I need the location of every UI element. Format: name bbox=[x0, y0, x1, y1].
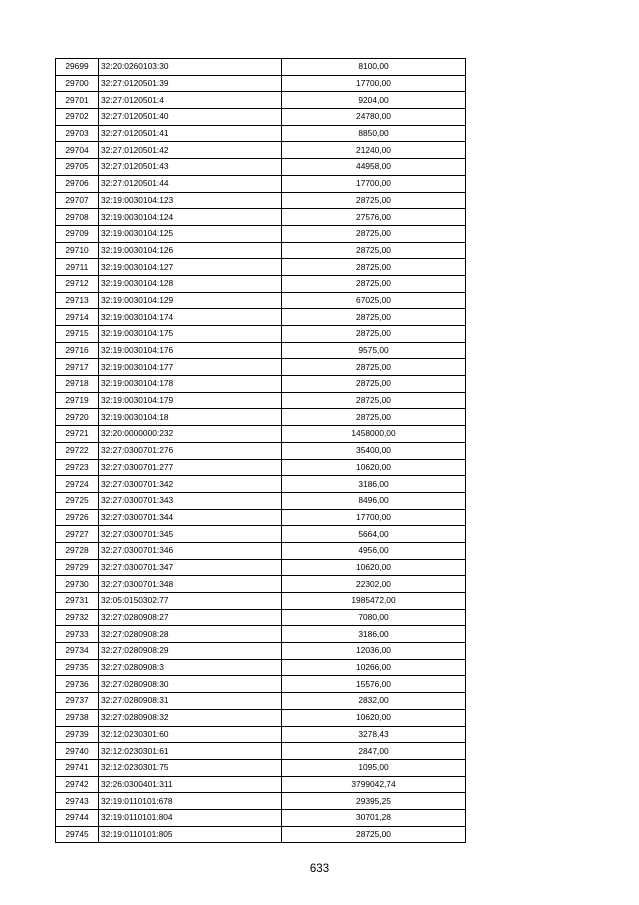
table-row bbox=[56, 809, 466, 826]
table-row bbox=[56, 676, 466, 693]
value-cell: 67025,00 bbox=[282, 292, 466, 309]
value-cell: 15576,00 bbox=[282, 676, 466, 693]
row-number-cell: 29713 bbox=[56, 292, 99, 309]
cadastral-number-cell: 32:27:0120501:39 bbox=[99, 75, 282, 92]
table-row bbox=[56, 309, 466, 326]
cadastral-number-cell: 32:27:0120501:41 bbox=[99, 125, 282, 142]
row-number-cell: 29734 bbox=[56, 643, 99, 660]
row-number-cell: 29704 bbox=[56, 142, 99, 159]
table-row bbox=[56, 526, 466, 543]
table-row bbox=[56, 442, 466, 459]
row-number-cell: 29705 bbox=[56, 159, 99, 176]
row-number-cell: 29738 bbox=[56, 709, 99, 726]
cadastral-number-cell: 32:27:0120501:44 bbox=[99, 175, 282, 192]
row-number-cell: 29702 bbox=[56, 109, 99, 126]
row-number-cell: 29707 bbox=[56, 192, 99, 209]
table-row bbox=[56, 659, 466, 676]
value-cell: 24780,00 bbox=[282, 109, 466, 126]
cadastral-number-cell: 32:19:0030104:126 bbox=[99, 242, 282, 259]
value-cell: 28725,00 bbox=[282, 826, 466, 843]
table-row bbox=[56, 259, 466, 276]
table-row bbox=[56, 75, 466, 92]
cadastral-number-cell: 32:27:0300701:344 bbox=[99, 509, 282, 526]
cadastral-number-cell: 32:27:0300701:346 bbox=[99, 542, 282, 559]
cadastral-number-cell: 32:27:0120501:42 bbox=[99, 142, 282, 159]
table-row bbox=[56, 242, 466, 259]
table-row bbox=[56, 643, 466, 660]
table-row bbox=[56, 209, 466, 226]
table-row bbox=[56, 626, 466, 643]
value-cell: 28725,00 bbox=[282, 359, 466, 376]
cadastral-number-cell: 32:19:0110101:678 bbox=[99, 793, 282, 810]
cadastral-number-cell: 32:27:0300701:277 bbox=[99, 459, 282, 476]
row-number-cell: 29731 bbox=[56, 593, 99, 610]
row-number-cell: 29744 bbox=[56, 809, 99, 826]
row-number-cell: 29701 bbox=[56, 92, 99, 109]
row-number-cell: 29699 bbox=[56, 59, 99, 76]
table-row bbox=[56, 593, 466, 610]
value-cell: 10620,00 bbox=[282, 459, 466, 476]
row-number-cell: 29736 bbox=[56, 676, 99, 693]
cadastral-number-cell: 32:19:0030104:127 bbox=[99, 259, 282, 276]
cadastral-number-cell: 32:12:0230301:75 bbox=[99, 759, 282, 776]
value-cell: 21240,00 bbox=[282, 142, 466, 159]
table-row bbox=[56, 576, 466, 593]
cadastral-number-cell: 32:19:0030104:179 bbox=[99, 392, 282, 409]
cadastral-number-cell: 32:20:0000000:232 bbox=[99, 426, 282, 443]
table-row bbox=[56, 392, 466, 409]
table-row bbox=[56, 826, 466, 843]
row-number-cell: 29730 bbox=[56, 576, 99, 593]
cadastral-number-cell: 32:27:0300701:347 bbox=[99, 559, 282, 576]
value-cell: 3186,00 bbox=[282, 626, 466, 643]
row-number-cell: 29727 bbox=[56, 526, 99, 543]
table-row bbox=[56, 359, 466, 376]
cadastral-number-cell: 32:12:0230301:61 bbox=[99, 743, 282, 760]
cadastral-number-cell: 32:27:0280908:30 bbox=[99, 676, 282, 693]
value-cell: 35400,00 bbox=[282, 442, 466, 459]
value-cell: 7080,00 bbox=[282, 609, 466, 626]
value-cell: 28725,00 bbox=[282, 225, 466, 242]
row-number-cell: 29712 bbox=[56, 275, 99, 292]
value-cell: 28725,00 bbox=[282, 275, 466, 292]
row-number-cell: 29735 bbox=[56, 659, 99, 676]
row-number-cell: 29715 bbox=[56, 326, 99, 343]
cadastral-number-cell: 32:19:0030104:123 bbox=[99, 192, 282, 209]
cadastral-number-cell: 32:19:0030104:175 bbox=[99, 326, 282, 343]
cadastral-number-cell: 32:27:0120501:4 bbox=[99, 92, 282, 109]
value-cell: 22302,00 bbox=[282, 576, 466, 593]
table-row bbox=[56, 476, 466, 493]
cadastral-number-cell: 32:27:0300701:276 bbox=[99, 442, 282, 459]
value-cell: 27576,00 bbox=[282, 209, 466, 226]
cadastral-number-cell: 32:27:0280908:27 bbox=[99, 609, 282, 626]
value-cell: 44958,00 bbox=[282, 159, 466, 176]
row-number-cell: 29723 bbox=[56, 459, 99, 476]
row-number-cell: 29720 bbox=[56, 409, 99, 426]
row-number-cell: 29710 bbox=[56, 242, 99, 259]
value-cell: 29395,25 bbox=[282, 793, 466, 810]
table-row bbox=[56, 342, 466, 359]
table-row bbox=[56, 109, 466, 126]
value-cell: 28725,00 bbox=[282, 192, 466, 209]
table-row bbox=[56, 225, 466, 242]
row-number-cell: 29743 bbox=[56, 793, 99, 810]
table-row bbox=[56, 542, 466, 559]
cadastral-number-cell: 32:27:0280908:29 bbox=[99, 643, 282, 660]
value-cell: 8496,00 bbox=[282, 492, 466, 509]
row-number-cell: 29709 bbox=[56, 225, 99, 242]
cadastral-number-cell: 32:12:0230301:60 bbox=[99, 726, 282, 743]
cadastral-number-cell: 32:05:0150302:77 bbox=[99, 593, 282, 610]
row-number-cell: 29703 bbox=[56, 125, 99, 142]
value-cell: 9204,00 bbox=[282, 92, 466, 109]
table-row bbox=[56, 559, 466, 576]
cadastral-number-cell: 32:19:0030104:177 bbox=[99, 359, 282, 376]
row-number-cell: 29724 bbox=[56, 476, 99, 493]
table-row bbox=[56, 192, 466, 209]
cadastral-number-cell: 32:19:0030104:128 bbox=[99, 275, 282, 292]
cadastral-number-cell: 32:19:0030104:125 bbox=[99, 225, 282, 242]
row-number-cell: 29714 bbox=[56, 309, 99, 326]
row-number-cell: 29700 bbox=[56, 75, 99, 92]
value-cell: 17700,00 bbox=[282, 75, 466, 92]
cadastral-number-cell: 32:27:0280908:3 bbox=[99, 659, 282, 676]
row-number-cell: 29732 bbox=[56, 609, 99, 626]
table-row bbox=[56, 326, 466, 343]
cadastral-number-cell: 32:19:0030104:176 bbox=[99, 342, 282, 359]
table-row bbox=[56, 693, 466, 710]
value-cell: 8100,00 bbox=[282, 59, 466, 76]
table-row bbox=[56, 492, 466, 509]
value-cell: 1985472,00 bbox=[282, 593, 466, 610]
table-row bbox=[56, 759, 466, 776]
table-row bbox=[56, 726, 466, 743]
cadastral-number-cell: 32:19:0030104:174 bbox=[99, 309, 282, 326]
value-cell: 28725,00 bbox=[282, 326, 466, 343]
value-cell: 17700,00 bbox=[282, 175, 466, 192]
cadastral-number-cell: 32:27:0280908:31 bbox=[99, 693, 282, 710]
table-row bbox=[56, 92, 466, 109]
table-row bbox=[56, 776, 466, 793]
row-number-cell: 29711 bbox=[56, 259, 99, 276]
cadastral-number-cell: 32:27:0120501:43 bbox=[99, 159, 282, 176]
value-cell: 1095,00 bbox=[282, 759, 466, 776]
table-row bbox=[56, 142, 466, 159]
value-cell: 10620,00 bbox=[282, 709, 466, 726]
value-cell: 8850,00 bbox=[282, 125, 466, 142]
row-number-cell: 29718 bbox=[56, 376, 99, 393]
cadastral-number-cell: 32:26:0300401:311 bbox=[99, 776, 282, 793]
value-cell: 2832,00 bbox=[282, 693, 466, 710]
table-row bbox=[56, 743, 466, 760]
row-number-cell: 29717 bbox=[56, 359, 99, 376]
value-cell: 17700,00 bbox=[282, 509, 466, 526]
table-row bbox=[56, 459, 466, 476]
row-number-cell: 29729 bbox=[56, 559, 99, 576]
row-number-cell: 29742 bbox=[56, 776, 99, 793]
value-cell: 28725,00 bbox=[282, 376, 466, 393]
cadastral-number-cell: 32:27:0280908:32 bbox=[99, 709, 282, 726]
table-row bbox=[56, 125, 466, 142]
cadastral-number-cell: 32:27:0300701:342 bbox=[99, 476, 282, 493]
value-cell: 2847,00 bbox=[282, 743, 466, 760]
value-cell: 10266,00 bbox=[282, 659, 466, 676]
cadastral-number-cell: 32:27:0300701:343 bbox=[99, 492, 282, 509]
value-cell: 28725,00 bbox=[282, 392, 466, 409]
row-number-cell: 29728 bbox=[56, 542, 99, 559]
cadastral-number-cell: 32:19:0030104:18 bbox=[99, 409, 282, 426]
value-cell: 28725,00 bbox=[282, 259, 466, 276]
cadastral-number-cell: 32:19:0030104:129 bbox=[99, 292, 282, 309]
value-cell: 5664,00 bbox=[282, 526, 466, 543]
row-number-cell: 29722 bbox=[56, 442, 99, 459]
row-number-cell: 29725 bbox=[56, 492, 99, 509]
value-cell: 1458000,00 bbox=[282, 426, 466, 443]
cadastral-number-cell: 32:20:0260103:30 bbox=[99, 59, 282, 76]
cadastral-number-cell: 32:19:0030104:178 bbox=[99, 376, 282, 393]
row-number-cell: 29745 bbox=[56, 826, 99, 843]
value-cell: 28725,00 bbox=[282, 409, 466, 426]
cadastral-number-cell: 32:19:0110101:805 bbox=[99, 826, 282, 843]
table-row bbox=[56, 292, 466, 309]
value-cell: 30701,28 bbox=[282, 809, 466, 826]
row-number-cell: 29721 bbox=[56, 426, 99, 443]
row-number-cell: 29708 bbox=[56, 209, 99, 226]
value-cell: 28725,00 bbox=[282, 242, 466, 259]
value-cell: 3799042,74 bbox=[282, 776, 466, 793]
cadastral-value-table bbox=[55, 58, 466, 843]
page-number: 633 bbox=[309, 863, 330, 875]
row-number-cell: 29716 bbox=[56, 342, 99, 359]
table-row bbox=[56, 409, 466, 426]
cadastral-number-cell: 32:19:0110101:804 bbox=[99, 809, 282, 826]
value-cell: 9575,00 bbox=[282, 342, 466, 359]
table-body bbox=[56, 59, 466, 843]
table-row bbox=[56, 59, 466, 76]
value-cell: 10620,00 bbox=[282, 559, 466, 576]
table-row bbox=[56, 426, 466, 443]
row-number-cell: 29706 bbox=[56, 175, 99, 192]
value-cell: 3186,00 bbox=[282, 476, 466, 493]
table-row bbox=[56, 275, 466, 292]
value-cell: 28725,00 bbox=[282, 309, 466, 326]
row-number-cell: 29737 bbox=[56, 693, 99, 710]
value-cell: 4956,00 bbox=[282, 542, 466, 559]
row-number-cell: 29740 bbox=[56, 743, 99, 760]
table-row bbox=[56, 376, 466, 393]
row-number-cell: 29719 bbox=[56, 392, 99, 409]
row-number-cell: 29733 bbox=[56, 626, 99, 643]
cadastral-number-cell: 32:27:0280908:28 bbox=[99, 626, 282, 643]
table-row bbox=[56, 709, 466, 726]
cadastral-number-cell: 32:27:0120501:40 bbox=[99, 109, 282, 126]
table-row bbox=[56, 175, 466, 192]
row-number-cell: 29726 bbox=[56, 509, 99, 526]
table-row bbox=[56, 609, 466, 626]
cadastral-number-cell: 32:27:0300701:345 bbox=[99, 526, 282, 543]
table-row bbox=[56, 509, 466, 526]
table-row bbox=[56, 793, 466, 810]
table-row bbox=[56, 159, 466, 176]
row-number-cell: 29739 bbox=[56, 726, 99, 743]
cadastral-number-cell: 32:27:0300701:348 bbox=[99, 576, 282, 593]
value-cell: 12036,00 bbox=[282, 643, 466, 660]
cadastral-number-cell: 32:19:0030104:124 bbox=[99, 209, 282, 226]
value-cell: 3278,43 bbox=[282, 726, 466, 743]
row-number-cell: 29741 bbox=[56, 759, 99, 776]
